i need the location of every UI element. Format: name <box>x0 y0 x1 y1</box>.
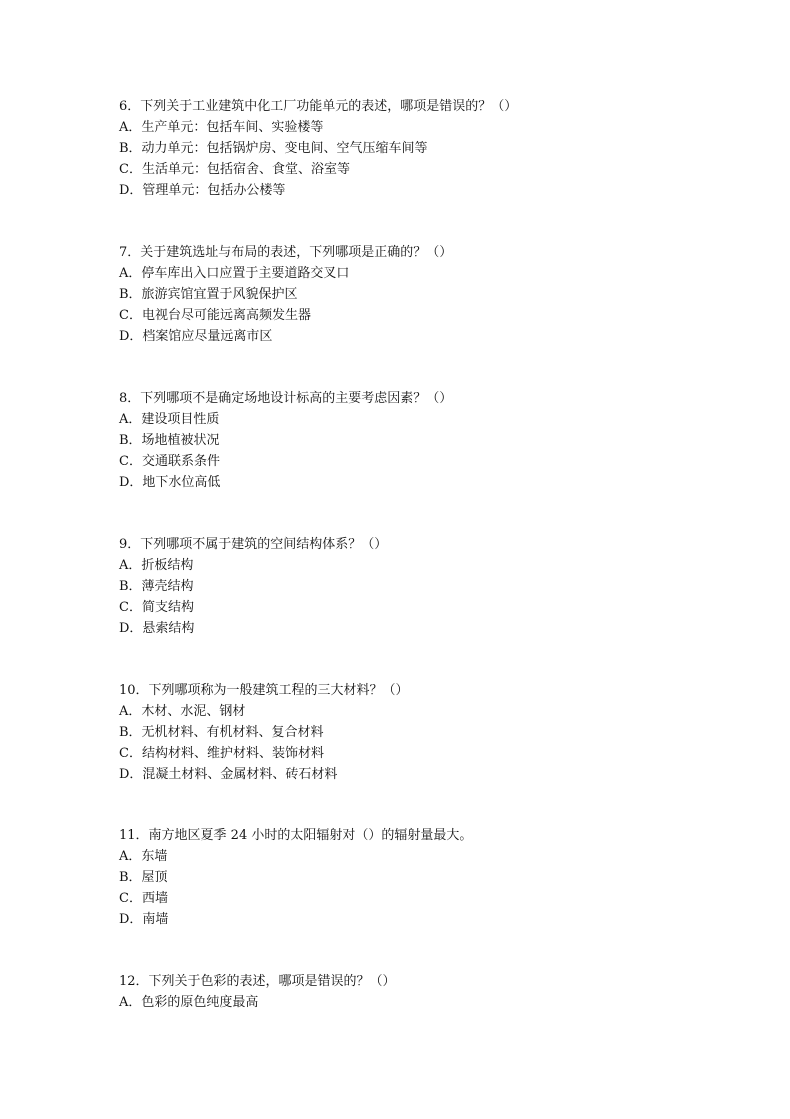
question-11 <box>119 825 759 930</box>
option-c: C．简支结构 <box>119 600 194 615</box>
option-d: D．南墙 <box>119 912 169 927</box>
question-stem: 6．下列关于工业建筑中化工厂功能单元的表述，哪项是错误的？（） <box>119 99 518 114</box>
option-d: D．混凝土材料、金属材料、砖石材料 <box>119 767 338 782</box>
question-10 <box>119 680 759 785</box>
option-c: C．结构材料、维护材料、装饰材料 <box>119 746 324 761</box>
option-d: D．管理单元：包括办公楼等 <box>119 183 286 198</box>
option-b: B．旅游宾馆宜置于风貌保护区 <box>119 287 298 302</box>
question-12 <box>119 971 759 1013</box>
option-c: C．西墙 <box>119 891 168 906</box>
option-a: A．色彩的原色纯度最高 <box>119 995 259 1010</box>
option-d: D．悬索结构 <box>119 621 195 636</box>
option-d: D．地下水位高低 <box>119 475 221 490</box>
question-stem: 7．关于建筑选址与布局的表述，下列哪项是正确的？（） <box>119 245 453 260</box>
question-9 <box>119 534 759 639</box>
option-c: C．电视台尽可能远离高频发生器 <box>119 308 311 323</box>
option-a: A．东墙 <box>119 849 168 864</box>
question-stem: 8．下列哪项不是确定场地设计标高的主要考虑因素？（） <box>119 391 453 406</box>
option-a: A．折板结构 <box>119 558 194 573</box>
option-a: A．木材、水泥、钢材 <box>119 704 246 719</box>
question-stem: 9．下列哪项不属于建筑的空间结构体系？（） <box>119 537 388 552</box>
question-8 <box>119 388 759 493</box>
option-b: B．无机材料、有机材料、复合材料 <box>119 725 324 740</box>
option-b: B．场地植被状况 <box>119 433 220 448</box>
option-a: A．停车库出入口应置于主要道路交叉口 <box>119 266 350 281</box>
question-stem: 10．下列哪项称为一般建筑工程的三大材料？（） <box>119 683 409 698</box>
option-d: D．档案馆应尽量远离市区 <box>119 329 273 344</box>
question-7 <box>119 242 759 347</box>
option-b: B．屋顶 <box>119 870 168 885</box>
option-b: B．动力单元：包括锅炉房、变电间、空气压缩车间等 <box>119 141 428 156</box>
question-6 <box>119 96 759 201</box>
question-stem: 12．下列关于色彩的表述，哪项是错误的？（） <box>119 974 396 989</box>
option-a: A．建设项目性质 <box>119 412 220 427</box>
option-a: A．生产单元：包括车间、实验楼等 <box>119 120 324 135</box>
option-c: C．交通联系条件 <box>119 454 220 469</box>
option-b: B．薄壳结构 <box>119 579 194 594</box>
option-c: C．生活单元：包括宿舍、食堂、浴室等 <box>119 162 350 177</box>
question-stem: 11．南方地区夏季 24 小时的太阳辐射对（）的辐射量最大。 <box>119 828 473 843</box>
